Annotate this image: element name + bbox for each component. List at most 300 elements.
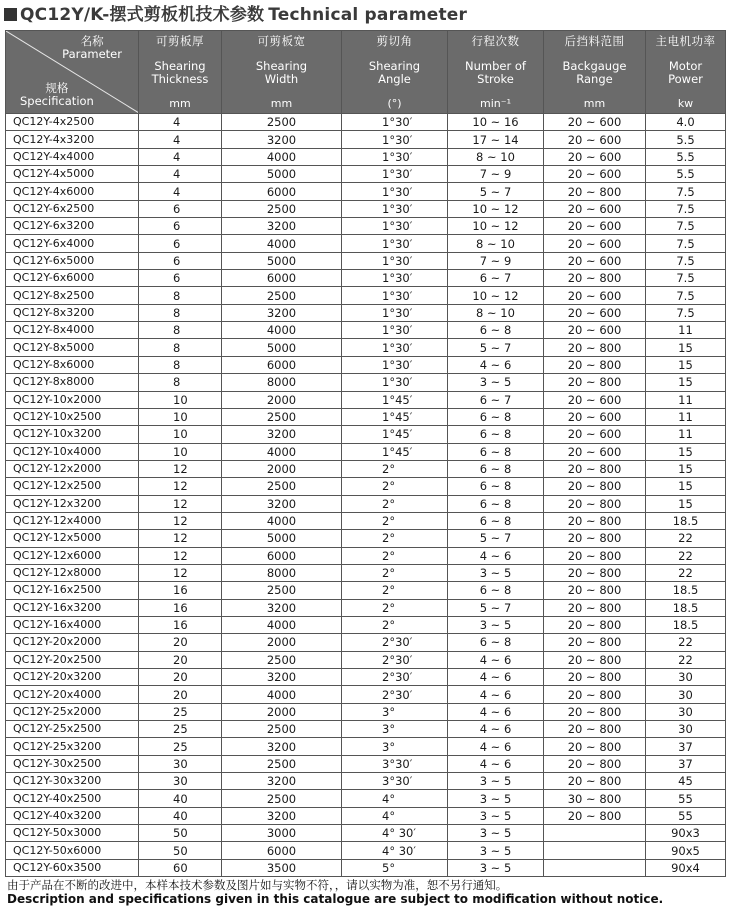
table-row (6, 495, 726, 512)
angle-cell: 1°30′ (342, 252, 448, 269)
angle-cell: 1°30′ (342, 235, 448, 252)
stroke-cell: 5 ~ 7 (448, 183, 544, 200)
model-cell: QC12Y-4x6000 (6, 183, 139, 200)
model-cell: QC12Y-25x2500 (6, 721, 139, 738)
table-row (6, 530, 726, 547)
column-header-backgauge: 后挡料范围 Backgauge Range mm (544, 31, 646, 114)
thickness-cell: 4 (139, 183, 222, 200)
angle-cell: 4° (342, 790, 448, 807)
model-cell: QC12Y-12x8000 (6, 564, 139, 581)
model-cell: QC12Y-8x5000 (6, 339, 139, 356)
model-cell: QC12Y-60x3500 (6, 859, 139, 876)
width-cell: 6000 (222, 547, 342, 564)
backgauge-cell: 20 ~ 800 (544, 547, 646, 564)
thickness-cell: 12 (139, 495, 222, 512)
width-cell: 6000 (222, 842, 342, 859)
model-cell: QC12Y-6x5000 (6, 252, 139, 269)
backgauge-cell: 20 ~ 800 (544, 183, 646, 200)
width-cell: 4000 (222, 443, 342, 460)
motor-power-cell: 18.5 (646, 616, 726, 633)
motor-power-cell: 90x5 (646, 842, 726, 859)
table-row (6, 356, 726, 373)
table-row (6, 408, 726, 425)
motor-power-cell: 15 (646, 443, 726, 460)
model-cell: QC12Y-10x4000 (6, 443, 139, 460)
thickness-cell: 6 (139, 252, 222, 269)
thickness-cell: 20 (139, 669, 222, 686)
width-cell: 2000 (222, 391, 342, 408)
width-cell: 3200 (222, 426, 342, 443)
angle-cell: 2° (342, 478, 448, 495)
motor-power-cell: 7.5 (646, 287, 726, 304)
angle-cell: 1°30′ (342, 183, 448, 200)
model-cell: QC12Y-16x4000 (6, 616, 139, 633)
backgauge-cell: 20 ~ 800 (544, 686, 646, 703)
stroke-cell: 6 ~ 8 (448, 408, 544, 425)
stroke-cell: 3 ~ 5 (448, 773, 544, 790)
model-cell: QC12Y-40x3200 (6, 807, 139, 824)
angle-cell: 1°30′ (342, 270, 448, 287)
stroke-cell: 4 ~ 6 (448, 755, 544, 772)
backgauge-cell (544, 825, 646, 842)
backgauge-cell: 20 ~ 600 (544, 408, 646, 425)
width-cell: 3200 (222, 807, 342, 824)
motor-power-cell: 30 (646, 686, 726, 703)
model-cell: QC12Y-8x3200 (6, 304, 139, 321)
thickness-cell: 8 (139, 374, 222, 391)
motor-power-cell: 18.5 (646, 599, 726, 616)
motor-power-cell: 30 (646, 703, 726, 720)
angle-cell: 4° 30′ (342, 842, 448, 859)
backgauge-cell: 20 ~ 600 (544, 114, 646, 131)
motor-power-cell: 15 (646, 495, 726, 512)
model-cell: QC12Y-40x2500 (6, 790, 139, 807)
backgauge-cell: 20 ~ 800 (544, 599, 646, 616)
stroke-cell: 8 ~ 10 (448, 235, 544, 252)
table-row (6, 287, 726, 304)
table-row (6, 131, 726, 148)
table-row (6, 391, 726, 408)
stroke-cell: 10 ~ 12 (448, 200, 544, 217)
angle-cell: 3° (342, 738, 448, 755)
model-cell: QC12Y-4x2500 (6, 114, 139, 131)
angle-cell: 1°45′ (342, 391, 448, 408)
thickness-cell: 10 (139, 408, 222, 425)
width-cell: 5000 (222, 339, 342, 356)
stroke-cell: 3 ~ 5 (448, 859, 544, 876)
table-row (6, 478, 726, 495)
model-cell: QC12Y-6x6000 (6, 270, 139, 287)
motor-power-cell: 11 (646, 408, 726, 425)
table-row (6, 322, 726, 339)
stroke-cell: 4 ~ 6 (448, 703, 544, 720)
backgauge-cell: 20 ~ 600 (544, 322, 646, 339)
backgauge-cell: 20 ~ 600 (544, 287, 646, 304)
angle-cell: 1°45′ (342, 426, 448, 443)
thickness-cell: 12 (139, 564, 222, 581)
column-header-width: 可剪板宽 Shearing Width mm (222, 31, 342, 114)
motor-power-cell: 37 (646, 738, 726, 755)
width-cell: 6000 (222, 183, 342, 200)
model-cell: QC12Y-8x4000 (6, 322, 139, 339)
stroke-cell: 6 ~ 8 (448, 512, 544, 529)
table-row (6, 825, 726, 842)
motor-power-cell: 90x3 (646, 825, 726, 842)
page-title (4, 2, 467, 28)
table-row (6, 859, 726, 876)
width-cell: 2500 (222, 287, 342, 304)
angle-cell: 3°30′ (342, 773, 448, 790)
stroke-cell: 3 ~ 5 (448, 807, 544, 824)
stroke-cell: 6 ~ 8 (448, 322, 544, 339)
angle-cell: 3°30′ (342, 755, 448, 772)
angle-cell: 2°30′ (342, 669, 448, 686)
angle-cell: 1°30′ (342, 218, 448, 235)
stroke-cell: 17 ~ 14 (448, 131, 544, 148)
model-cell: QC12Y-50x6000 (6, 842, 139, 859)
stroke-cell: 3 ~ 5 (448, 790, 544, 807)
motor-power-cell: 55 (646, 790, 726, 807)
thickness-cell: 12 (139, 478, 222, 495)
angle-cell: 2° (342, 530, 448, 547)
table-body (6, 114, 726, 877)
angle-cell: 1°30′ (342, 322, 448, 339)
thickness-cell: 30 (139, 755, 222, 772)
motor-power-cell: 7.5 (646, 235, 726, 252)
stroke-cell: 5 ~ 7 (448, 599, 544, 616)
stroke-cell: 6 ~ 8 (448, 478, 544, 495)
motor-power-cell: 7.5 (646, 270, 726, 287)
thickness-cell: 12 (139, 460, 222, 477)
angle-cell: 1°30′ (342, 166, 448, 183)
model-cell: QC12Y-10x3200 (6, 426, 139, 443)
stroke-cell: 4 ~ 6 (448, 721, 544, 738)
thickness-cell: 10 (139, 443, 222, 460)
table-row (6, 339, 726, 356)
corner-header-cell (6, 31, 139, 114)
motor-power-cell: 7.5 (646, 304, 726, 321)
motor-power-cell: 22 (646, 651, 726, 668)
thickness-cell: 20 (139, 651, 222, 668)
stroke-cell: 6 ~ 8 (448, 460, 544, 477)
spec-table (5, 30, 726, 877)
motor-power-cell: 7.5 (646, 183, 726, 200)
title-cn: QC12Y/K-摆式剪板机技术参数 (20, 5, 265, 25)
motor-power-cell: 15 (646, 374, 726, 391)
backgauge-cell: 20 ~ 800 (544, 721, 646, 738)
thickness-cell: 8 (139, 322, 222, 339)
table-row (6, 564, 726, 581)
motor-power-cell: 15 (646, 339, 726, 356)
motor-power-cell: 22 (646, 564, 726, 581)
angle-cell: 1°30′ (342, 200, 448, 217)
stroke-cell: 4 ~ 6 (448, 547, 544, 564)
angle-cell: 1°30′ (342, 114, 448, 131)
stroke-cell: 4 ~ 6 (448, 738, 544, 755)
thickness-cell: 25 (139, 721, 222, 738)
angle-cell: 1°45′ (342, 443, 448, 460)
motor-power-cell: 22 (646, 634, 726, 651)
width-cell: 3200 (222, 599, 342, 616)
table-row (6, 460, 726, 477)
width-cell: 5000 (222, 166, 342, 183)
backgauge-cell (544, 859, 646, 876)
thickness-cell: 25 (139, 703, 222, 720)
motor-power-cell: 22 (646, 547, 726, 564)
width-cell: 4000 (222, 616, 342, 633)
width-cell: 2500 (222, 408, 342, 425)
thickness-cell: 40 (139, 807, 222, 824)
motor-power-cell: 22 (646, 530, 726, 547)
stroke-cell: 8 ~ 10 (448, 148, 544, 165)
model-cell: QC12Y-8x6000 (6, 356, 139, 373)
model-cell: QC12Y-8x8000 (6, 374, 139, 391)
thickness-cell: 8 (139, 339, 222, 356)
backgauge-cell: 20 ~ 800 (544, 339, 646, 356)
thickness-cell: 12 (139, 547, 222, 564)
model-cell: QC12Y-20x3200 (6, 669, 139, 686)
angle-cell: 2° (342, 460, 448, 477)
width-cell: 5000 (222, 530, 342, 547)
motor-power-cell: 11 (646, 391, 726, 408)
width-cell: 8000 (222, 374, 342, 391)
motor-power-cell: 45 (646, 773, 726, 790)
stroke-cell: 4 ~ 6 (448, 686, 544, 703)
thickness-cell: 50 (139, 825, 222, 842)
table-row (6, 270, 726, 287)
column-header-stroke: 行程次数 Number of Stroke min⁻¹ (448, 31, 544, 114)
title-en: Technical parameter (268, 5, 468, 25)
angle-cell: 2° (342, 582, 448, 599)
stroke-cell: 10 ~ 12 (448, 287, 544, 304)
table-row (6, 426, 726, 443)
backgauge-cell: 20 ~ 600 (544, 426, 646, 443)
motor-power-cell: 18.5 (646, 512, 726, 529)
table-row (6, 200, 726, 217)
model-cell: QC12Y-30x2500 (6, 755, 139, 772)
motor-power-cell: 7.5 (646, 218, 726, 235)
stroke-cell: 3 ~ 5 (448, 842, 544, 859)
table-row (6, 669, 726, 686)
model-cell: QC12Y-12x5000 (6, 530, 139, 547)
table-header (6, 31, 726, 114)
thickness-cell: 8 (139, 356, 222, 373)
angle-cell: 3° (342, 703, 448, 720)
backgauge-cell: 20 ~ 800 (544, 530, 646, 547)
angle-cell: 1°30′ (342, 356, 448, 373)
table-row (6, 790, 726, 807)
motor-power-cell: 4.0 (646, 114, 726, 131)
stroke-cell: 6 ~ 8 (448, 426, 544, 443)
footnote-en: Description and specifications given in this catalogue are subject to modification without notice. (7, 892, 664, 906)
motor-power-cell: 15 (646, 356, 726, 373)
stroke-cell: 5 ~ 7 (448, 339, 544, 356)
backgauge-cell: 20 ~ 600 (544, 304, 646, 321)
width-cell: 3500 (222, 859, 342, 876)
backgauge-cell: 20 ~ 600 (544, 200, 646, 217)
width-cell: 2000 (222, 703, 342, 720)
motor-power-cell: 15 (646, 478, 726, 495)
backgauge-cell: 20 ~ 800 (544, 356, 646, 373)
motor-power-cell: 5.5 (646, 148, 726, 165)
model-cell: QC12Y-4x3200 (6, 131, 139, 148)
model-cell: QC12Y-10x2500 (6, 408, 139, 425)
backgauge-cell: 20 ~ 800 (544, 512, 646, 529)
model-cell: QC12Y-4x4000 (6, 148, 139, 165)
width-cell: 4000 (222, 512, 342, 529)
model-cell: QC12Y-10x2000 (6, 391, 139, 408)
backgauge-cell: 20 ~ 800 (544, 460, 646, 477)
table-row (6, 599, 726, 616)
width-cell: 3200 (222, 773, 342, 790)
thickness-cell: 6 (139, 235, 222, 252)
angle-cell: 2° (342, 547, 448, 564)
thickness-cell: 4 (139, 148, 222, 165)
table-row (6, 703, 726, 720)
backgauge-cell: 20 ~ 800 (544, 773, 646, 790)
angle-cell: 4° (342, 807, 448, 824)
stroke-cell: 6 ~ 8 (448, 582, 544, 599)
width-cell: 2500 (222, 114, 342, 131)
model-cell: QC12Y-30x3200 (6, 773, 139, 790)
thickness-cell: 4 (139, 131, 222, 148)
model-cell: QC12Y-4x5000 (6, 166, 139, 183)
footnote-cn: 由于产品在不断的改进中，本样本技术参数及图片如与实物不符，，请以实物为准，恕不另行通知。 (7, 878, 508, 892)
thickness-cell: 25 (139, 738, 222, 755)
motor-power-cell: 11 (646, 322, 726, 339)
width-cell: 3000 (222, 825, 342, 842)
thickness-cell: 4 (139, 166, 222, 183)
table-row (6, 374, 726, 391)
thickness-cell: 20 (139, 634, 222, 651)
model-cell: QC12Y-25x3200 (6, 738, 139, 755)
stroke-cell: 3 ~ 5 (448, 825, 544, 842)
backgauge-cell: 20 ~ 600 (544, 148, 646, 165)
column-header-angle: 剪切角 Shearing Angle (°) (342, 31, 448, 114)
model-cell: QC12Y-20x4000 (6, 686, 139, 703)
backgauge-cell: 20 ~ 800 (544, 616, 646, 633)
motor-power-cell: 18.5 (646, 582, 726, 599)
thickness-cell: 6 (139, 200, 222, 217)
stroke-cell: 6 ~ 8 (448, 634, 544, 651)
width-cell: 3200 (222, 304, 342, 321)
backgauge-cell: 20 ~ 800 (544, 478, 646, 495)
table-row (6, 148, 726, 165)
stroke-cell: 4 ~ 6 (448, 651, 544, 668)
thickness-cell: 4 (139, 114, 222, 131)
width-cell: 3200 (222, 495, 342, 512)
width-cell: 2500 (222, 721, 342, 738)
motor-power-cell: 55 (646, 807, 726, 824)
backgauge-cell: 20 ~ 800 (544, 807, 646, 824)
table-row (6, 114, 726, 131)
model-cell: QC12Y-12x2000 (6, 460, 139, 477)
table-row (6, 686, 726, 703)
column-header-thickness: 可剪板厚 Shearing Thickness mm (139, 31, 222, 114)
motor-power-cell: 90x4 (646, 859, 726, 876)
backgauge-cell: 20 ~ 600 (544, 443, 646, 460)
backgauge-cell: 20 ~ 600 (544, 391, 646, 408)
motor-power-cell: 11 (646, 426, 726, 443)
thickness-cell: 30 (139, 773, 222, 790)
stroke-cell: 7 ~ 9 (448, 252, 544, 269)
motor-power-cell: 7.5 (646, 252, 726, 269)
backgauge-cell: 20 ~ 800 (544, 270, 646, 287)
width-cell: 2500 (222, 582, 342, 599)
motor-power-cell: 15 (646, 460, 726, 477)
table-row (6, 721, 726, 738)
thickness-cell: 8 (139, 287, 222, 304)
backgauge-cell: 20 ~ 800 (544, 564, 646, 581)
width-cell: 2500 (222, 651, 342, 668)
angle-cell: 4° 30′ (342, 825, 448, 842)
angle-cell: 2° (342, 564, 448, 581)
angle-cell: 1°30′ (342, 148, 448, 165)
thickness-cell: 8 (139, 304, 222, 321)
backgauge-cell: 20 ~ 600 (544, 218, 646, 235)
angle-cell: 1°30′ (342, 131, 448, 148)
backgauge-cell: 20 ~ 800 (544, 495, 646, 512)
model-cell: QC12Y-12x2500 (6, 478, 139, 495)
width-cell: 2500 (222, 478, 342, 495)
table-row (6, 651, 726, 668)
stroke-cell: 7 ~ 9 (448, 166, 544, 183)
model-cell: QC12Y-12x6000 (6, 547, 139, 564)
angle-cell: 2° (342, 616, 448, 633)
width-cell: 3200 (222, 218, 342, 235)
model-cell: QC12Y-6x4000 (6, 235, 139, 252)
table-row (6, 755, 726, 772)
motor-power-cell: 5.5 (646, 131, 726, 148)
width-cell: 2500 (222, 755, 342, 772)
stroke-cell: 3 ~ 5 (448, 564, 544, 581)
table-row (6, 443, 726, 460)
backgauge-cell: 20 ~ 800 (544, 582, 646, 599)
backgauge-cell: 20 ~ 600 (544, 235, 646, 252)
backgauge-cell: 20 ~ 800 (544, 651, 646, 668)
table-row (6, 807, 726, 824)
thickness-cell: 12 (139, 530, 222, 547)
backgauge-cell: 20 ~ 600 (544, 131, 646, 148)
corner-parameter-label: 名称 Parameter (62, 34, 122, 61)
angle-cell: 2° (342, 599, 448, 616)
backgauge-cell: 20 ~ 600 (544, 166, 646, 183)
table-row (6, 252, 726, 269)
table-row (6, 634, 726, 651)
model-cell: QC12Y-6x2500 (6, 200, 139, 217)
column-header-motor-power: 主电机功率 Motor Power kw (646, 31, 726, 114)
table-row (6, 616, 726, 633)
table-row (6, 547, 726, 564)
angle-cell: 1°45′ (342, 408, 448, 425)
model-cell: QC12Y-25x2000 (6, 703, 139, 720)
stroke-cell: 4 ~ 6 (448, 669, 544, 686)
stroke-cell: 5 ~ 7 (448, 530, 544, 547)
thickness-cell: 10 (139, 426, 222, 443)
backgauge-cell (544, 842, 646, 859)
width-cell: 6000 (222, 356, 342, 373)
model-cell: QC12Y-16x2500 (6, 582, 139, 599)
thickness-cell: 16 (139, 582, 222, 599)
angle-cell: 2°30′ (342, 686, 448, 703)
stroke-cell: 3 ~ 5 (448, 374, 544, 391)
table-row (6, 166, 726, 183)
angle-cell: 2° (342, 512, 448, 529)
width-cell: 3200 (222, 131, 342, 148)
table-row (6, 512, 726, 529)
model-cell: QC12Y-16x3200 (6, 599, 139, 616)
motor-power-cell: 30 (646, 721, 726, 738)
